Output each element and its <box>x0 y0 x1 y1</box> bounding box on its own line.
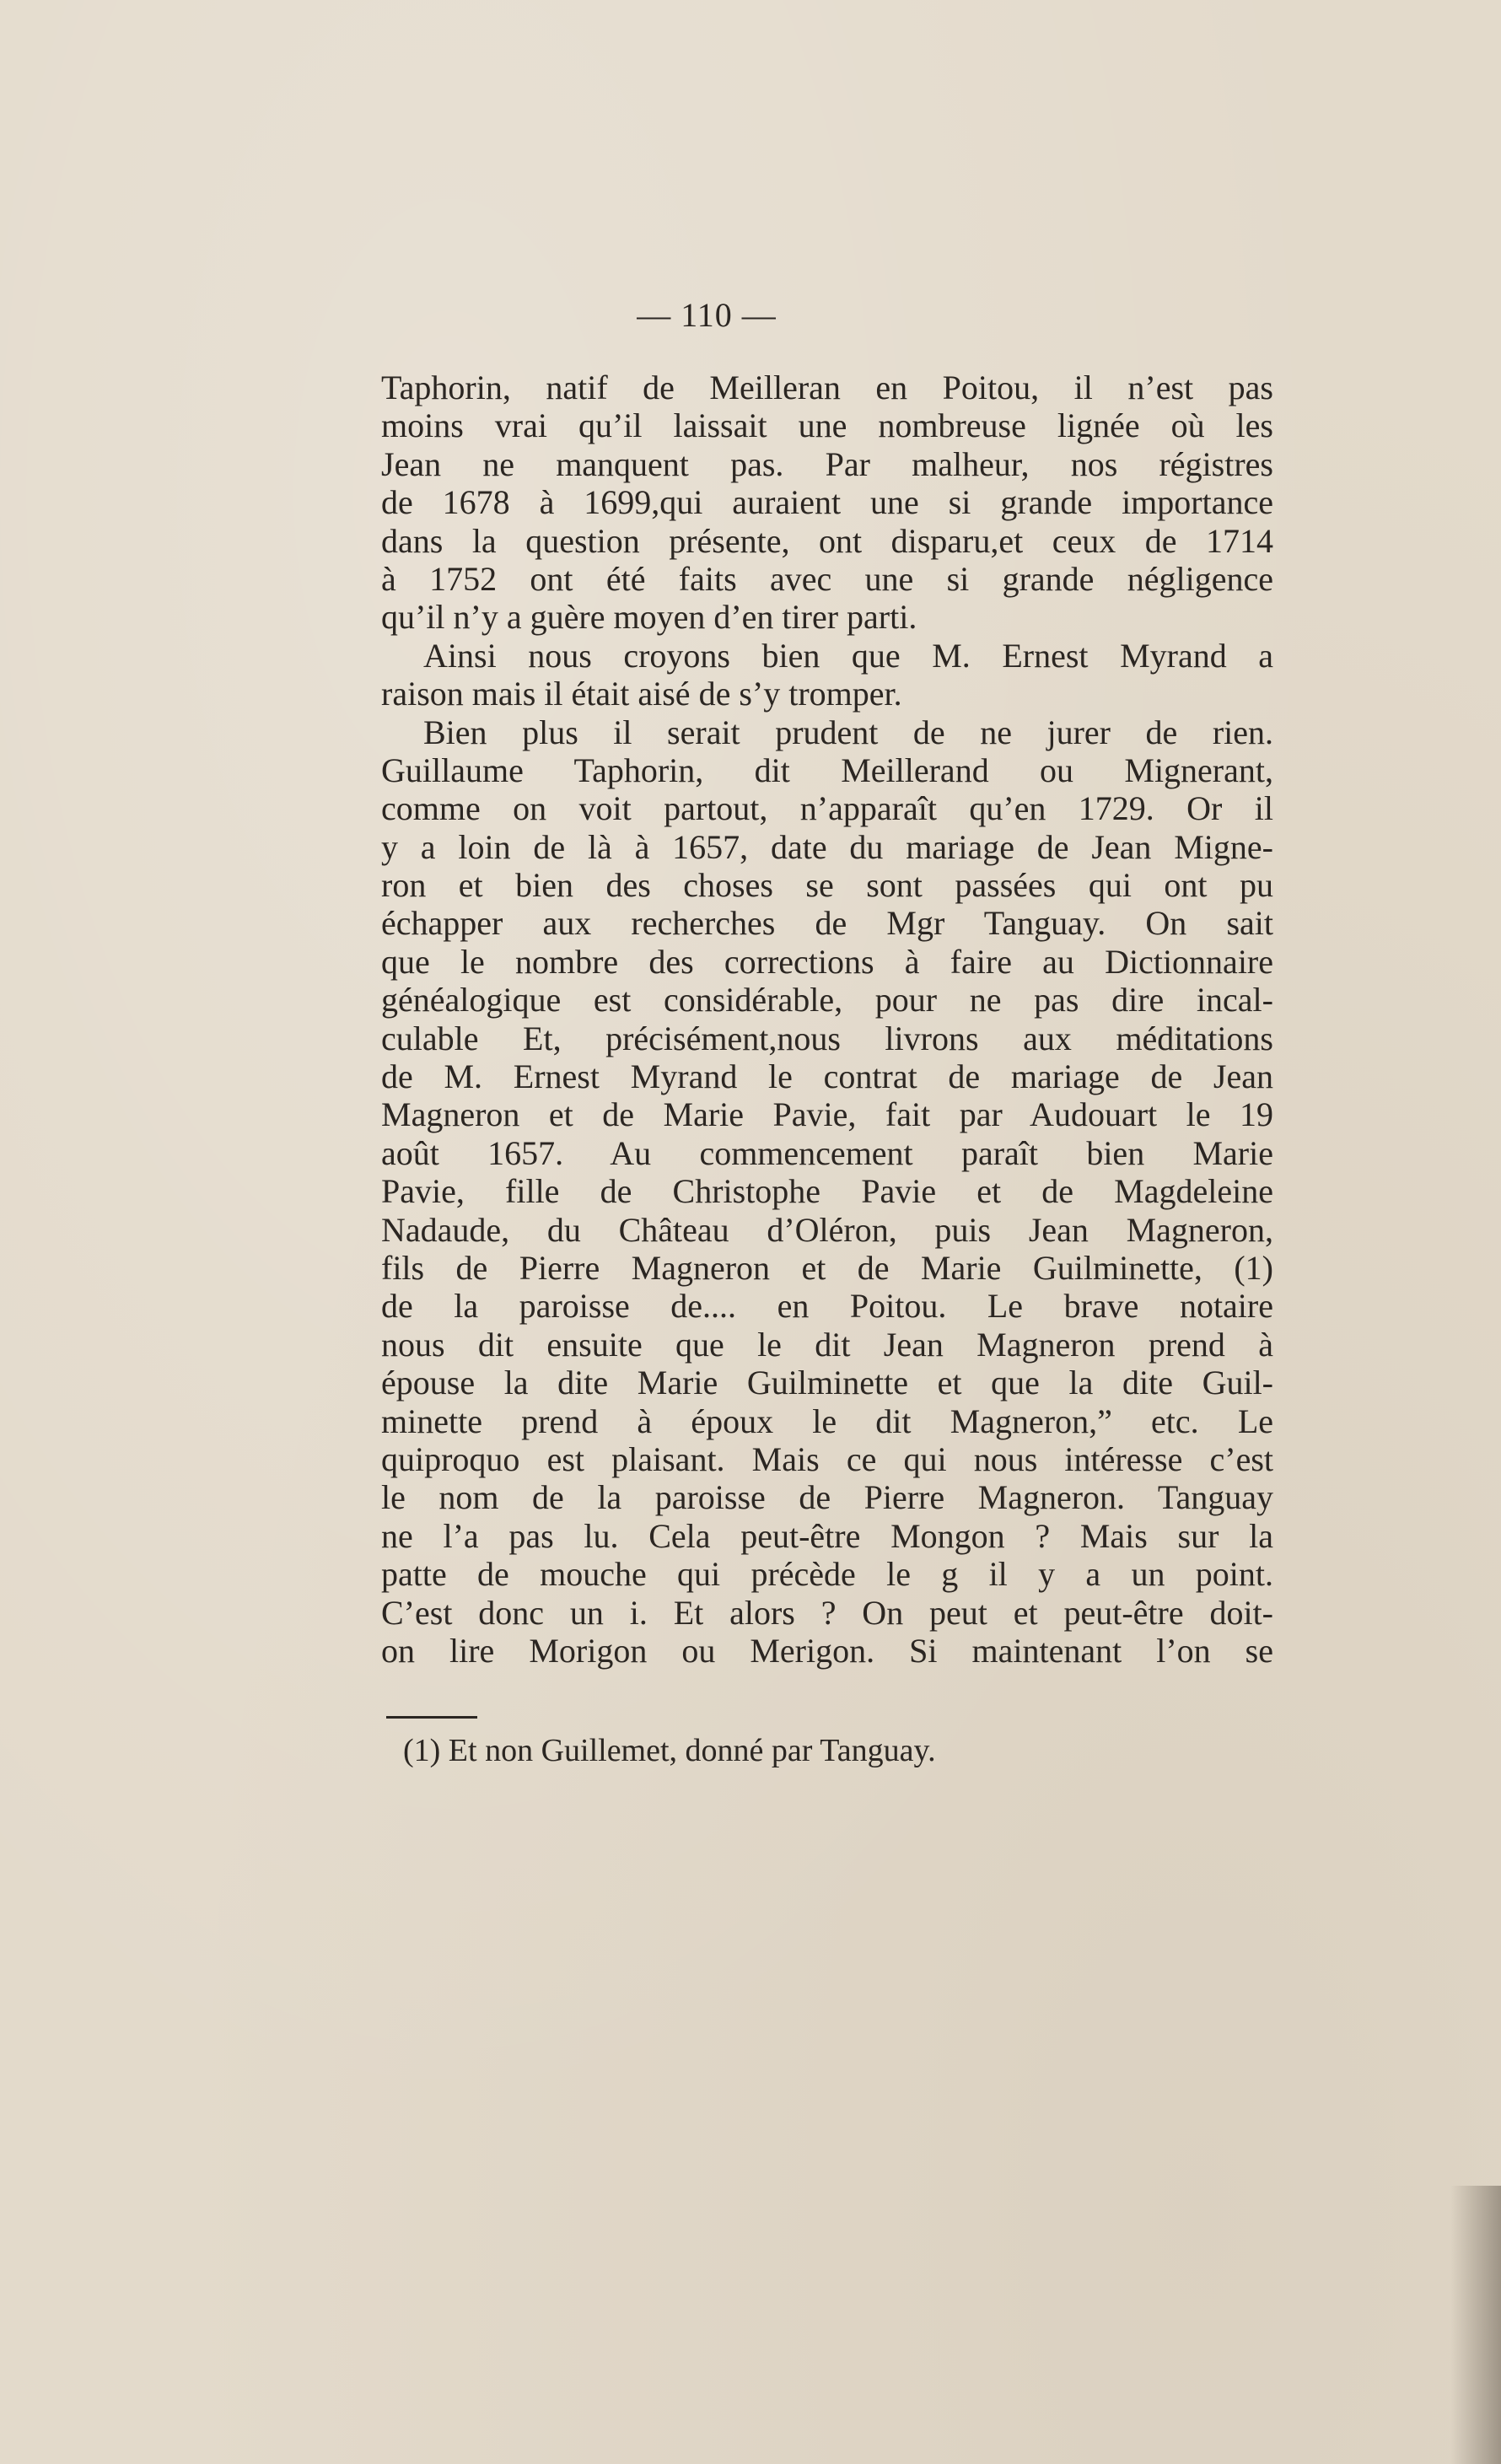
text-line: de M. Ernest Myrand le contrat de mariage de Jean <box>381 1057 1273 1096</box>
text-line: on lire Morigon ou Merigon. Si maintenant l’on se <box>381 1631 1273 1670</box>
text-line: échapper aux recherches de Mgr Tanguay. On sait <box>381 904 1273 943</box>
text-line: moins vrai qu’il laissait une nombreuse lignée où les <box>381 406 1273 445</box>
text-line: ne l’a pas lu. Cela peut-être Mongon ? Mais sur la <box>381 1516 1273 1555</box>
text-line: épouse la dite Marie Guilminette et que la dite Guil- <box>381 1364 1273 1402</box>
text-line: C’est donc un i. Et alors ? On peut et peut-être doit- <box>381 1593 1273 1632</box>
text-line: qu’il n’y a guère moyen d’en tirer parti. <box>381 598 917 637</box>
text-line: Bien plus il serait prudent de ne jurer de rien. <box>423 713 1273 751</box>
text-line: ron et bien des choses se sont passées qui ont pu <box>381 866 1273 905</box>
text-line: Guillaume Taphorin, dit Meillerand ou Mignerant, <box>381 750 1273 789</box>
text-line: raison mais il était aisé de s’y tromper. <box>381 675 902 713</box>
text-line: le nom de la paroisse de Pierre Magneron. Tanguay <box>381 1478 1273 1517</box>
page-edge-shadow <box>1450 2186 1501 2464</box>
footnote: (1) Et non Guillemet, donné par Tanguay. <box>403 1733 936 1768</box>
text-line: Ainsi nous croyons bien que M. Ernest Myrand a <box>423 636 1273 675</box>
text-line: Taphorin, natif de Meilleran en Poitou, il n’est pas <box>381 369 1273 406</box>
page-number: — 110 — <box>637 296 777 334</box>
text-line: nous dit ensuite que le dit Jean Magneron prend à <box>381 1325 1273 1364</box>
text-line: de 1678 à 1699,qui auraient une si grande importance <box>381 483 1273 522</box>
text-line: minette prend à époux le dit Magneron,” etc. Le <box>381 1401 1273 1440</box>
text-line: quiproquo est plaisant. Mais ce qui nous intéresse c’est <box>381 1439 1273 1478</box>
text-line: Nadaude, du Château d’Oléron, puis Jean Magneron, <box>381 1210 1273 1249</box>
text-line: fils de Pierre Magneron et de Marie Guilminette, (1) <box>381 1248 1273 1287</box>
text-line: comme on voit partout, n’apparaît qu’en 1729. Or il <box>381 789 1273 828</box>
text-line: Magneron et de Marie Pavie, fait par Audouart le 19 <box>381 1095 1273 1134</box>
text-line: de la paroisse de.... en Poitou. Le brave notaire <box>381 1287 1273 1326</box>
text-line: dans la question présente, ont disparu,et ceux de 1714 <box>381 521 1273 560</box>
text-line: généalogique est considérable, pour ne pas dire incal- <box>381 981 1273 1019</box>
text-line: août 1657. Au commencement paraît bien Marie <box>381 1133 1273 1172</box>
text-line: patte de mouche qui précède le g il y a un point. <box>381 1555 1273 1594</box>
body-text <box>381 369 1273 1670</box>
footnote-rule <box>386 1716 477 1719</box>
text-line: à 1752 ont été faits avec une si grande négligence <box>381 559 1273 598</box>
text-line: Jean ne manquent pas. Par malheur, nos régistres <box>381 444 1273 483</box>
text-line: y a loin de là à 1657, date du mariage de Jean Migne- <box>381 827 1273 866</box>
text-line: que le nombre des corrections à faire au Dictionnaire <box>381 942 1273 981</box>
text-line: culable Et, précisément,nous livrons aux méditations <box>381 1019 1273 1057</box>
text-line: Pavie, fille de Christophe Pavie et de Magdeleine <box>381 1172 1273 1211</box>
